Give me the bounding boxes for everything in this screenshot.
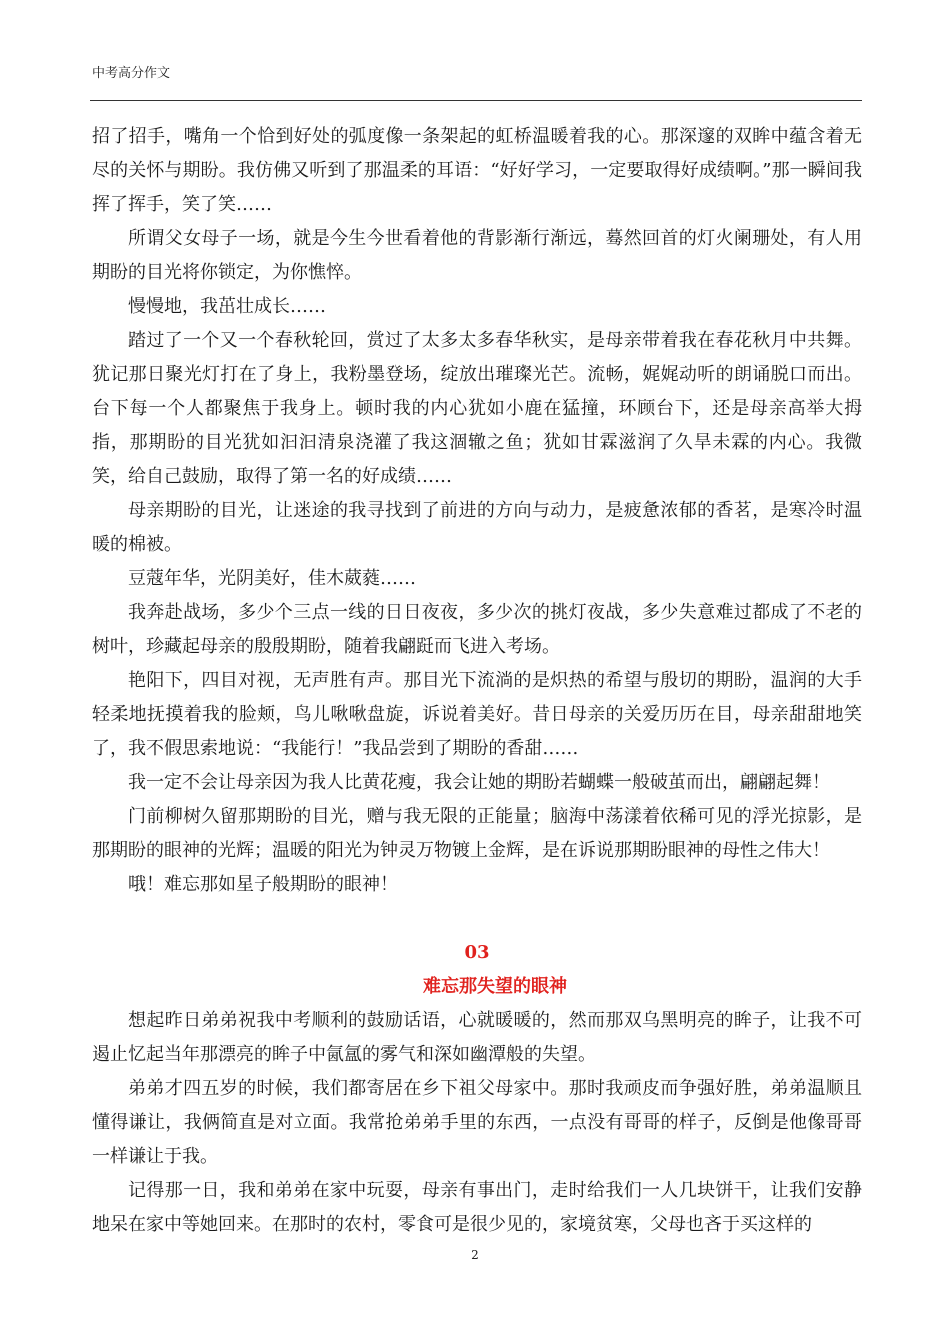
section-title: 难忘那失望的眼神 — [423, 976, 567, 997]
article-body — [92, 120, 862, 1242]
paragraph: 哦！难忘那如星子般期盼的眼神！ — [128, 874, 398, 895]
paragraph: 母亲期盼的目光，让迷途的我寻找到了前进的方向与动力，是疲惫浓郁的香茗，是寒冷时温暖的棉被。 — [92, 500, 862, 555]
section-number: 03 — [464, 942, 490, 963]
paragraph: 招了招手，嘴角一个恰到好处的弧度像一条架起的虹桥温暖着我的心。那深邃的双眸中蕴含着无尽的关怀与期盼。我仿佛又听到了那温柔的耳语：“好好学习，一定要取得好成绩啊。”那一瞬间我挥了挥手，笑了笑…… — [92, 126, 862, 215]
paragraph: 弟弟才四五岁的时候，我们都寄居在乡下祖父母家中。那时我顽皮而争强好胜，弟弟温顺且懂得谦让，我俩简直是对立面。我常抢弟弟手里的东西，一点没有哥哥的样子，反倒是他像哥哥一样谦让于我。 — [92, 1078, 862, 1167]
running-header: 中考高分作文 — [92, 66, 171, 81]
paragraph: 记得那一日，我和弟弟在家中玩耍，母亲有事出门，走时给我们一人几块饼干，让我们安静地呆在家中等她回来。在那时的农村，零食可是很少见的，家境贫寒，父母也吝于买这样的 — [92, 1180, 862, 1235]
paragraph: 艳阳下，四目对视，无声胜有声。那目光下流淌的是炽热的希望与殷切的期盼，温润的大手轻柔地抚摸着我的脸颊，鸟儿啾啾盘旋，诉说着美好。昔日母亲的关爱历历在目，母亲甜甜地笑了，我不假思索地说：“我能行！”我品尝到了期盼的香甜…… — [92, 670, 862, 759]
paragraph: 我一定不会让母亲因为我人比黄花瘦，我会让她的期盼若蝴蝶一般破茧而出，翩翩起舞！ — [128, 772, 830, 793]
paragraph: 想起昨日弟弟祝我中考顺利的鼓励话语，心就暖暖的，然而那双乌黑明亮的眸子，让我不可遏止忆起当年那漂亮的眸子中氤氲的雾气和深如幽潭般的失望。 — [92, 1010, 862, 1065]
header-divider — [90, 100, 862, 101]
page-number: 2 — [471, 1248, 479, 1262]
paragraph: 豆蔻年华，光阴美好，佳木葳蕤…… — [128, 568, 416, 589]
paragraph: 慢慢地，我茁壮成长…… — [128, 296, 326, 317]
paragraph: 所谓父女母子一场，就是今生今世看着他的背影渐行渐远，蓦然回首的灯火阑珊处，有人用期盼的目光将你锁定，为你憔悴。 — [92, 228, 862, 283]
paragraph: 我奔赴战场，多少个三点一线的日日夜夜，多少次的挑灯夜战，多少失意难过都成了不老的树叶，珍藏起母亲的殷殷期盼，随着我翩跹而飞进入考场。 — [92, 602, 862, 657]
paragraph: 门前柳树久留那期盼的目光，赠与我无限的正能量；脑海中荡漾着依稀可见的浮光掠影，是那期盼的眼神的光辉；温暖的阳光为钟灵万物镀上金辉，是在诉说那期盼眼神的母性之伟大！ — [92, 806, 862, 861]
section-spacer — [92, 902, 862, 936]
paragraph: 踏过了一个又一个春秋轮回，赏过了太多太多春华秋实，是母亲带着我在春花秋月中共舞。犹记那日聚光灯打在了身上，我粉墨登场，绽放出璀璨光芒。流畅，娓娓动听的朗诵脱口而出。台下每一个人都聚焦于我身上。顿时我的内心犹如小鹿在猛撞，环顾台下，还是母亲高举大拇指，那期盼的目光犹如汩汩清泉浇灌了我这涸辙之鱼；犹如甘霖滋润了久旱未霖的内心。我微笑，给自己鼓励，取得了第一名的好成绩…… — [92, 330, 862, 487]
